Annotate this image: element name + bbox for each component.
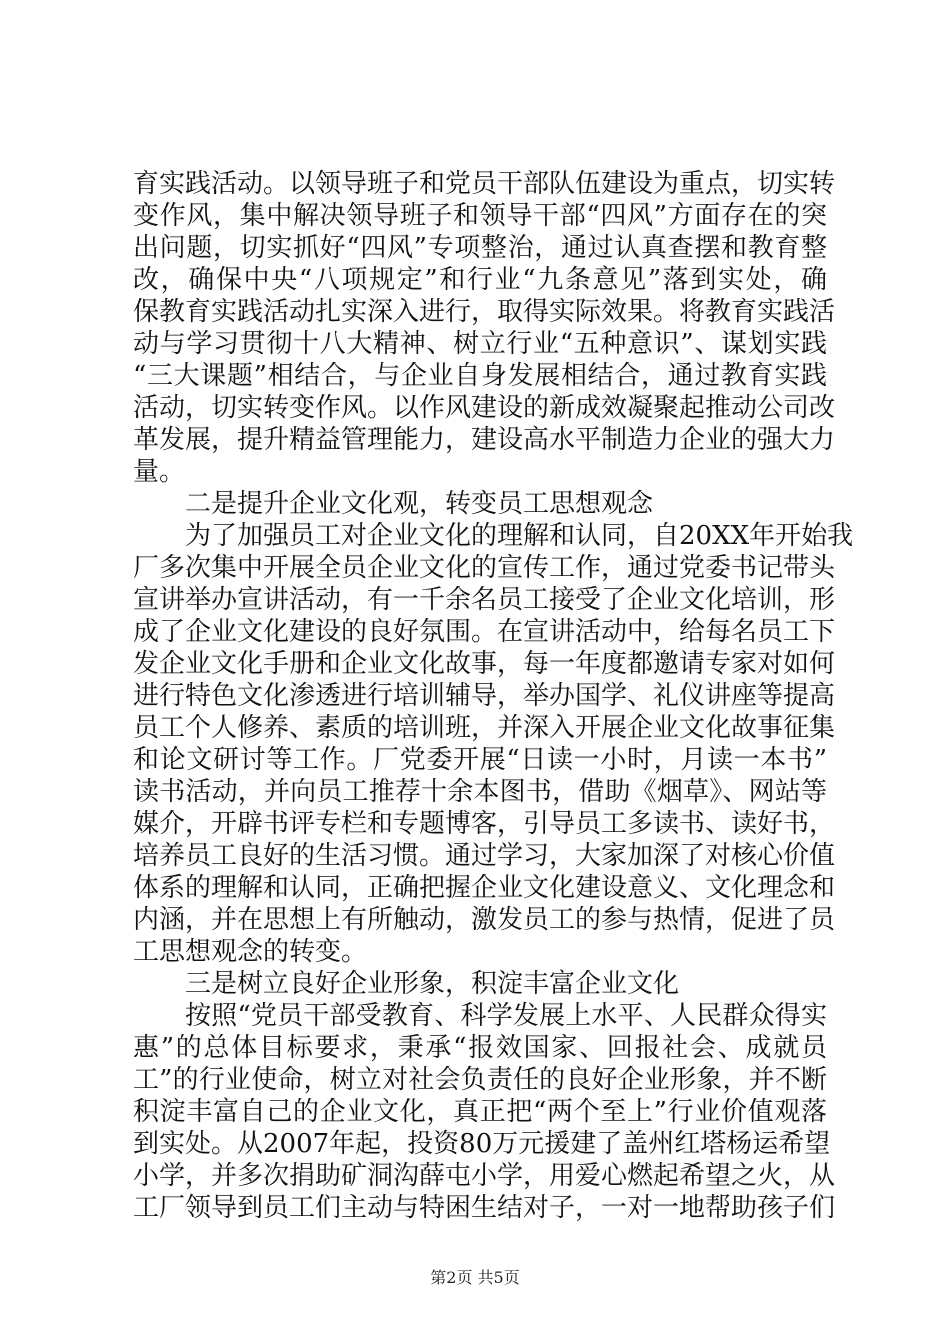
paragraph-line: 到实处。从2007年起，投资80万元援建了盖州红塔杨运希望 [133,1129,831,1159]
paragraph-line: 惠”的总体目标要求，秉承“报效国家、回报社会、成就员 [133,1033,827,1063]
section-heading: 三是树立良好企业形象，积淀丰富企业文化 [185,969,680,999]
paragraph-line: 活动，切实转变作风。以作风建设的新成效凝聚起推动公司改 [133,393,836,423]
paragraph-line: 变作风，集中解决领导班子和领导干部“四风”方面存在的突 [133,201,827,231]
paragraph-line: 保教育实践活动扎实深入进行，取得实际效果。将教育实践活 [133,297,836,327]
paragraph-line: 读书活动，并向员工推荐十余本图书，借助《烟草》、网站等 [133,777,827,807]
paragraph-line: 进行特色文化渗透进行培训辅导，举办国学、礼仪讲座等提高 [133,681,836,711]
paragraph-line: 和论文研讨等工作。厂党委开展“日读一小时，月读一本书” [133,745,827,775]
paragraph-line: 工思想观念的转变。 [133,937,368,967]
paragraph-line: 媒介，开辟书评专栏和专题博客，引导员工多读书、读好书， [133,809,836,839]
paragraph-line: 动与学习贯彻十八大精神、树立行业“五种意识”、谋划实践 [133,329,827,359]
paragraph-line: 发企业文化手册和企业文化故事，每一年度都邀请专家对如何 [133,649,836,679]
paragraph-line: 内涵，并在思想上有所触动，激发员工的参与热情，促进了员 [133,905,836,935]
paragraph-line: 改，确保中央“八项规定”和行业“九条意见”落到实处，确 [133,265,827,295]
paragraph-line: 量。 [133,457,186,487]
paragraph-line: 厂多次集中开展全员企业文化的宣传工作，通过党委书记带头 [133,553,836,583]
paragraph-line: 体系的理解和认同，正确把握企业文化建设意义、文化理念和 [133,873,836,903]
paragraph-line: “三大课题”相结合，与企业自身发展相结合，通过教育实践 [133,361,827,391]
paragraph-line: 小学，并多次捐助矿洞沟薛屯小学，用爱心燃起希望之火，从 [133,1161,836,1191]
paragraph-first-line: 按照“党员干部受教育、科学发展上水平、人民群众得实 [185,1001,827,1031]
paragraph-line: 育实践活动。以领导班子和党员干部队伍建设为重点，切实转 [133,169,836,199]
paragraph-first-line: 为了加强员工对企业文化的理解和认同，自20XX年开始我 [185,521,854,551]
page-footer [0,1268,950,1288]
paragraph-line: 员工个人修养、素质的培训班，并深入开展企业文化故事征集 [133,713,836,743]
paragraph-line: 积淀丰富自己的企业文化，真正把“两个至上”行业价值观落 [133,1097,827,1127]
paragraph-line: 成了企业文化建设的良好氛围。在宣讲活动中，给每名员工下 [133,617,836,647]
paragraph-line: 出问题，切实抓好“四风”专项整治，通过认真查摆和教育整 [133,233,827,263]
paragraph-line: 工厂领导到员工们主动与特困生结对子，一对一地帮助孩子们 [133,1193,836,1223]
paragraph-line: 宣讲举办宣讲活动，有一千余名员工接受了企业文化培训，形 [133,585,836,615]
paragraph-line: 工”的行业使命，树立对社会负责任的良好企业形象，并不断 [133,1065,827,1095]
document-body [133,168,854,1224]
paragraph-line: 培养员工良好的生活习惯。通过学习，大家加深了对核心价值 [133,841,836,871]
paragraph-line: 革发展，提升精益管理能力，建设高水平制造力企业的强大力 [133,425,836,455]
section-heading: 二是提升企业文化观，转变员工思想观念 [185,489,654,519]
page-number-label: 第2页 共5页 [430,1268,520,1287]
